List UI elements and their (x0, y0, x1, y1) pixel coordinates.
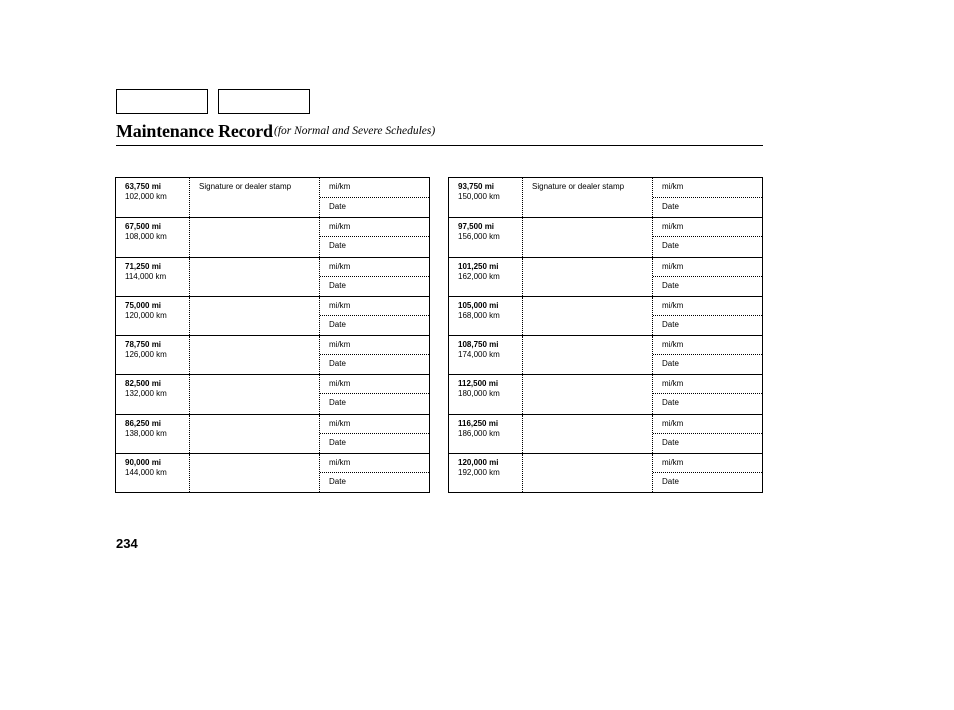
km-value: 162,000 km (458, 271, 500, 281)
mileage-cell (116, 218, 190, 256)
mikm-label: mi/km (653, 178, 762, 198)
entry-cell (320, 415, 429, 453)
km-value: 132,000 km (125, 389, 167, 399)
mileage-cell (449, 218, 523, 256)
miles-value: 116,250 mi (458, 418, 499, 428)
date-label: Date (329, 359, 346, 369)
table-row (116, 296, 429, 335)
table-row (449, 414, 762, 453)
mileage-cell (116, 297, 190, 335)
mileage-cell (449, 454, 523, 492)
miles-value: 90,000 mi (125, 457, 162, 467)
signature-cell (523, 258, 653, 296)
km-value: 138,000 km (125, 428, 167, 438)
table-row (116, 453, 429, 492)
page-title: Maintenance Record (116, 121, 273, 141)
signature-cell (523, 297, 653, 335)
table-row (116, 217, 429, 256)
date-label: Date (662, 476, 679, 486)
table-row (449, 335, 762, 374)
mikm-label: mi/km (320, 258, 429, 277)
date-label: Date (662, 201, 679, 211)
mileage-cell (449, 258, 523, 296)
km-value: 126,000 km (125, 350, 167, 359)
mileage-cell (116, 375, 190, 413)
miles-value: 93,750 mi (458, 182, 495, 191)
entry-cell (653, 454, 762, 492)
signature-cell (190, 415, 320, 453)
mikm-label: mi/km (653, 375, 762, 394)
date-label: Date (662, 280, 679, 290)
table-row (116, 414, 429, 453)
mikm-label: mi/km (653, 218, 762, 237)
table-row (116, 178, 429, 217)
entry-cell (653, 218, 762, 256)
miles-value: 112,500 mi (458, 379, 499, 389)
entry-cell (653, 415, 762, 453)
mileage-cell (116, 336, 190, 374)
entry-cell (320, 178, 429, 217)
entry-cell (320, 375, 429, 413)
mikm-label: mi/km (653, 415, 762, 434)
signature-cell (523, 218, 653, 256)
mileage-cell (449, 336, 523, 374)
km-value: 192,000 km (458, 467, 500, 477)
mileage-cell (116, 258, 190, 296)
miles-value: 105,000 mi (458, 300, 499, 310)
entry-cell (653, 375, 762, 413)
table-row (449, 257, 762, 296)
date-label: Date (329, 398, 346, 408)
km-value: 108,000 km (125, 232, 167, 242)
table-row (116, 374, 429, 413)
date-label: Date (329, 241, 346, 251)
mileage-cell (116, 454, 190, 492)
miles-value: 82,500 mi (125, 379, 162, 389)
signature-cell (190, 454, 320, 492)
mileage-cell (116, 415, 190, 453)
mikm-label: mi/km (320, 454, 429, 473)
signature-cell (190, 258, 320, 296)
miles-value: 101,250 mi (458, 261, 499, 271)
miles-value: 78,750 mi (125, 340, 162, 349)
miles-value: 120,000 mi (458, 457, 499, 467)
miles-value: 67,500 mi (125, 222, 162, 232)
miles-value: 63,750 mi (125, 182, 162, 191)
date-label: Date (662, 437, 679, 447)
km-value: 180,000 km (458, 389, 500, 399)
km-value: 120,000 km (125, 310, 167, 320)
table-row (449, 217, 762, 256)
section-tab-1 (116, 89, 208, 114)
entry-cell (320, 258, 429, 296)
mikm-label: mi/km (320, 415, 429, 434)
date-label: Date (662, 241, 679, 251)
table-row (449, 374, 762, 413)
signature-cell (190, 218, 320, 256)
mikm-label: mi/km (320, 375, 429, 394)
table-row (449, 296, 762, 335)
signature-cell (190, 336, 320, 374)
mileage-cell (449, 415, 523, 453)
signature-cell (523, 336, 653, 374)
miles-value: 97,500 mi (458, 222, 495, 232)
mileage-cell (449, 375, 523, 413)
signature-cell (523, 375, 653, 413)
maintenance-table-left (115, 177, 430, 493)
date-label: Date (329, 319, 346, 329)
km-value: 150,000 km (458, 192, 500, 201)
maintenance-table-right (448, 177, 763, 493)
page-number: 234 (116, 536, 138, 551)
mikm-label: mi/km (653, 454, 762, 473)
mikm-label: mi/km (320, 178, 429, 198)
mileage-cell (449, 178, 523, 217)
mikm-label: mi/km (320, 218, 429, 237)
signature-cell (523, 415, 653, 453)
mikm-label: mi/km (653, 336, 762, 355)
mikm-label: mi/km (320, 297, 429, 316)
km-value: 102,000 km (125, 192, 167, 201)
section-tab-2 (218, 89, 310, 114)
table-row (116, 257, 429, 296)
entry-cell (653, 258, 762, 296)
date-label: Date (662, 319, 679, 329)
signature-cell (523, 178, 653, 217)
mikm-label: mi/km (653, 297, 762, 316)
table-row (116, 335, 429, 374)
signature-label: Signature or dealer stamp (532, 182, 625, 191)
entry-cell (653, 336, 762, 374)
date-label: Date (329, 280, 346, 290)
km-value: 168,000 km (458, 310, 500, 320)
table-row (449, 178, 762, 217)
km-value: 144,000 km (125, 467, 167, 477)
entry-cell (653, 178, 762, 217)
miles-value: 86,250 mi (125, 418, 162, 428)
entry-cell (320, 336, 429, 374)
entry-cell (653, 297, 762, 335)
date-label: Date (662, 359, 679, 369)
mikm-label: mi/km (653, 258, 762, 277)
signature-cell (523, 454, 653, 492)
date-label: Date (662, 398, 679, 408)
km-value: 174,000 km (458, 350, 500, 359)
signature-cell (190, 297, 320, 335)
miles-value: 71,250 mi (125, 261, 162, 271)
mikm-label: mi/km (320, 336, 429, 355)
page-header (116, 119, 763, 146)
signature-label: Signature or dealer stamp (199, 182, 292, 191)
table-row (449, 453, 762, 492)
miles-value: 75,000 mi (125, 300, 162, 310)
signature-cell (190, 375, 320, 413)
km-value: 186,000 km (458, 428, 500, 438)
km-value: 114,000 km (125, 271, 167, 281)
date-label: Date (329, 437, 346, 447)
date-label: Date (329, 201, 346, 211)
signature-cell (190, 178, 320, 217)
miles-value: 108,750 mi (458, 340, 499, 349)
date-label: Date (329, 476, 346, 486)
page-subtitle: (for Normal and Severe Schedules) (274, 125, 436, 137)
entry-cell (320, 218, 429, 256)
km-value: 156,000 km (458, 232, 500, 242)
mileage-cell (116, 178, 190, 217)
mileage-cell (449, 297, 523, 335)
entry-cell (320, 297, 429, 335)
entry-cell (320, 454, 429, 492)
